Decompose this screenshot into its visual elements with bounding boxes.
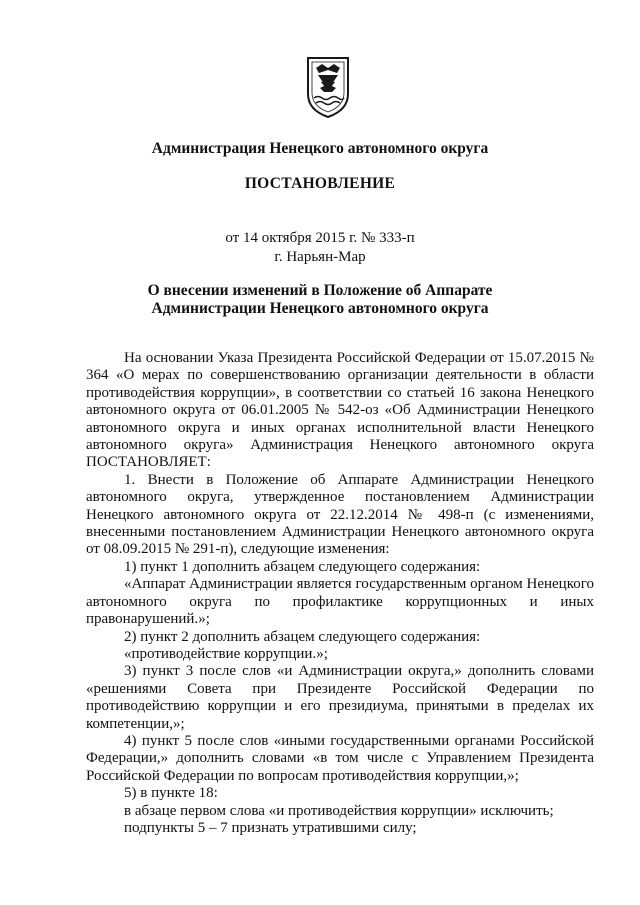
document-title	[0, 282, 640, 318]
organization-name: Администрация Ненецкого автономного округа	[151, 140, 489, 157]
subclause-5-item: в абзаце первом слова «и противодействия коррупции» исключить;	[124, 802, 554, 819]
title-line-2: Администрации Ненецкого автономного округа	[151, 300, 489, 317]
title-line-1: О внесении изменений в Положение об Аппарате	[147, 282, 493, 299]
subclause-5-paragraph: 5) в пункте 18:	[124, 785, 218, 802]
preamble-paragraph: На основании Указа Президента Российской Федерации от 15.07.2015 № 364 «О мерах по совершенствованию организации деятельности в области противодействия коррупции», в соответствии со статьей 16 закона Ненецкого автономного округа от 06.01.2005 № 542-оз «Об Администрации Ненецкого автономного округа и иных органах исполнительной власти Ненецкого автономного округа» Администрация Ненецкого автономного округа ПОСТАНОВЛЯЕТ:	[86, 350, 594, 471]
date-and-number: от 14 октября 2015 г. № 333-п	[225, 230, 415, 246]
subclause-2-paragraph: 2) пункт 2 дополнить абзацем следующего содержания:	[124, 628, 481, 645]
subclause-5-item: подпункты 5 – 7 признать утратившими силу;	[124, 819, 417, 836]
place-of-issue: г. Нарьян-Мар	[274, 249, 366, 265]
subclause-3-paragraph: 3) пункт 3 после слов «и Администрации округа,» дополнить словами «решениями Совета при Президенте Российской Федерации по противодействию коррупции и его президиума, принятыми в пределах их компетенции,»;	[86, 663, 594, 732]
document-body	[86, 350, 594, 837]
coat-of-arms-icon	[304, 54, 352, 120]
subclause-4-paragraph: 4) пункт 5 после слов «иными государственными органами Российской Федерации,» дополнить словами «в том числе с Управлением Президента Российской Федерации по вопросам противодействия коррупции,»;	[86, 732, 594, 784]
quote-paragraph: «Аппарат Администрации является государственным органом Ненецкого автономного округа по профилактике коррупционных и иных правонарушений.»;	[86, 576, 594, 628]
quote-paragraph: «противодействие коррупции.»;	[124, 645, 328, 662]
clause-1-paragraph: 1. Внести в Положение об Аппарате Администрации Ненецкого автономного округа, утвержденное постановлением Администрации Ненецкого автономного округа от 22.12.2014 № 498-п (с изменениями, внесенными постановлением Администрации Ненецкого автономного округа от 08.09.2015 № 291-п), следующие изменения:	[86, 471, 594, 558]
document-type: ПОСТАНОВЛЕНИЕ	[244, 175, 396, 192]
subclause-1-paragraph: 1) пункт 1 дополнить абзацем следующего содержания:	[124, 558, 481, 575]
